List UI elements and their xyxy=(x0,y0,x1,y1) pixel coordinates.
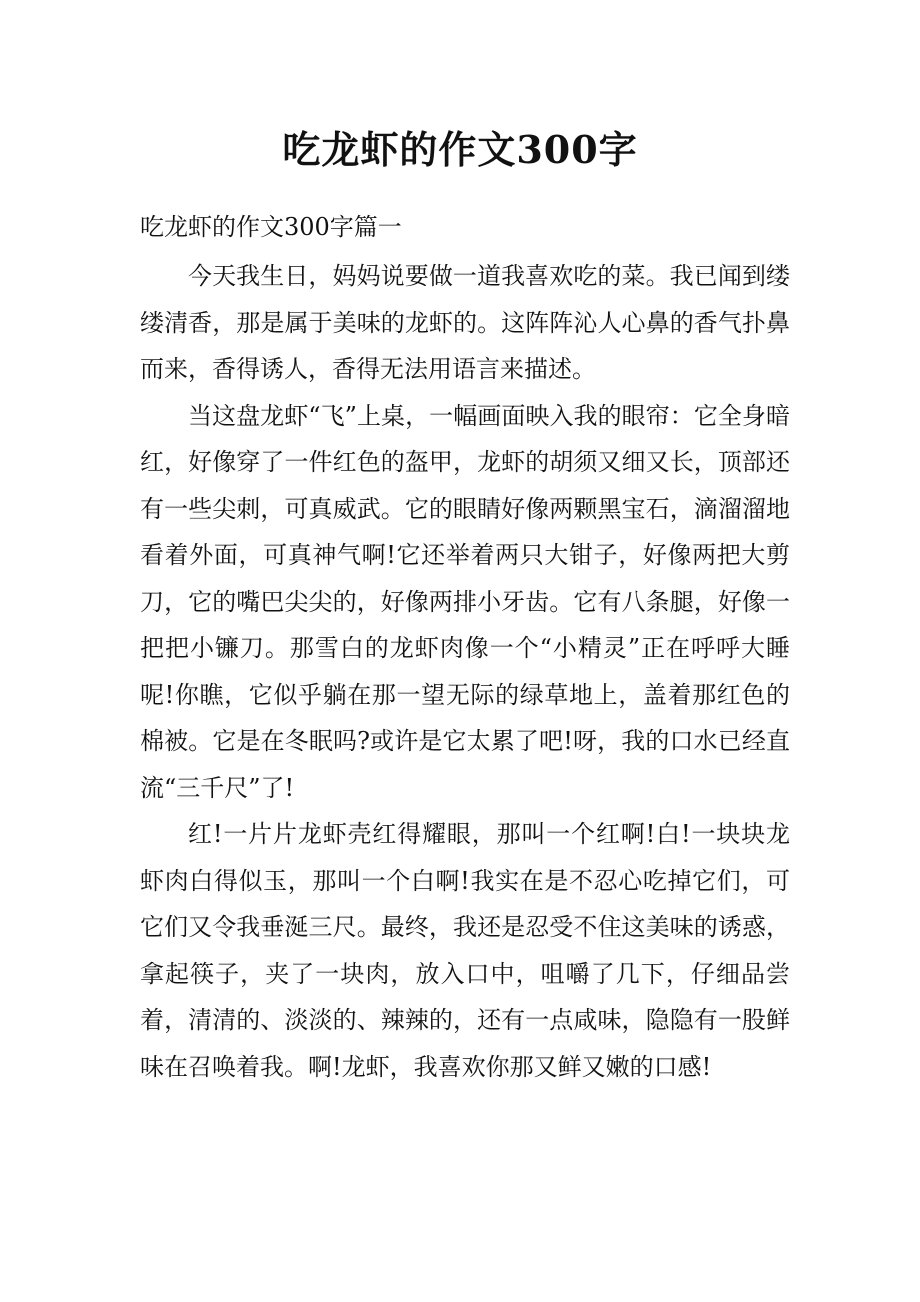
document-title: 吃龙虾的作文300字 xyxy=(282,127,638,172)
document-body xyxy=(140,253,790,1090)
paragraph-2: 当这盘龙虾“飞”上桌，一幅画面映入我的眼帘：它全身暗红，好像穿了一件红色的盔甲，龙虾的胡须又细又长，顶部还有一些尖刺，可真威武。它的眼睛好像两颗黑宝石，滴溜溜地看着外面，可真神气啊!它还举着两只大钳子，好像两把大剪刀，它的嘴巴尖尖的，好像两排小牙齿。它有八条腿，好像一把把小镰刀。那雪白的龙虾肉像一个“小精灵”正在呼呼大睡呢!你瞧，它似乎躺在那一望无际的绿草地上，盖着那红色的棉被。它是在冬眠吗?或许是它太累了吧!呀，我的口水已经直流“三千尺”了! xyxy=(140,401,790,802)
paragraph-3: 红!一片片龙虾壳红得耀眼，那叫一个红啊!白!一块块龙虾肉白得似玉，那叫一个白啊!我实在是不忍心吃掉它们，可它们又令我垂涎三尺。最终，我还是忍受不住这美味的诱惑，拿起筷子，夹了一块肉，放入口中，咀嚼了几下，仔细品尝着，清清的、淡淡的、辣辣的，还有一点咸味，隐隐有一股鲜味在召唤着我。啊!龙虾，我喜欢你那又鲜又嫩的口感! xyxy=(140,820,790,1081)
section-heading: 吃龙虾的作文300字篇一 xyxy=(140,213,402,241)
paragraph-1: 今天我生日，妈妈说要做一道我喜欢吃的菜。我已闻到缕缕清香，那是属于美味的龙虾的。这阵阵沁人心鼻的香气扑鼻而来，香得诱人，香得无法用语言来描述。 xyxy=(140,262,790,383)
